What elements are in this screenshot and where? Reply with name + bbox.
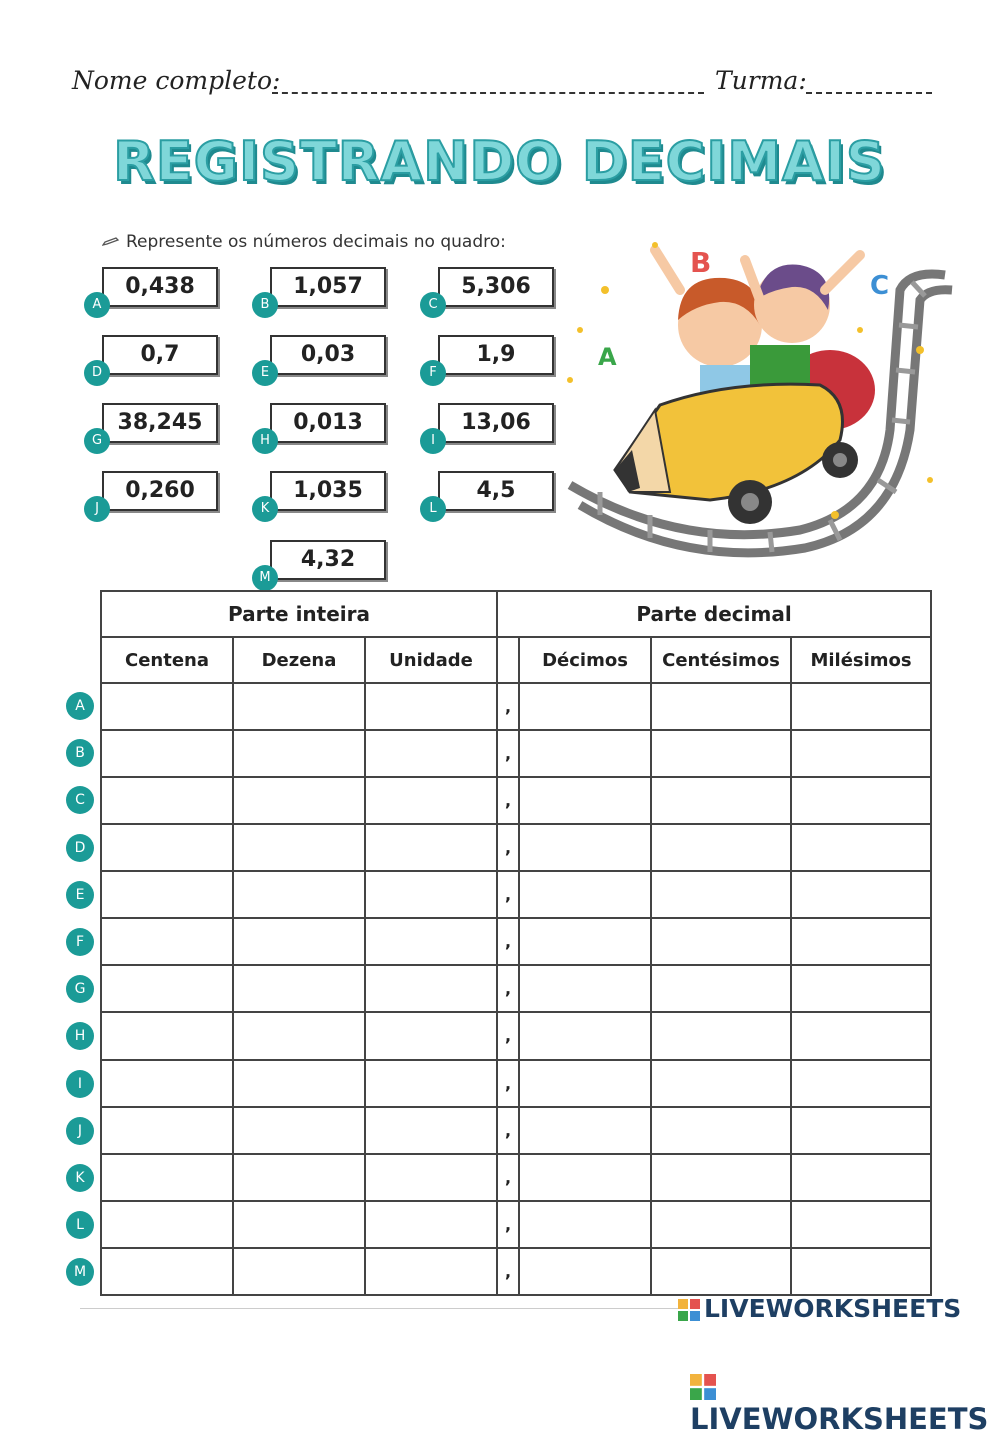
number-box: 4,32 — [270, 540, 386, 580]
number-box: 4,5 — [438, 471, 554, 511]
number-box: 1,057 — [270, 267, 386, 307]
roller-coaster-illustration — [560, 230, 960, 560]
item-letter-badge: H — [252, 428, 278, 454]
illustration-letter-a: A — [598, 343, 617, 371]
item-letter-badge: I — [420, 428, 446, 454]
answer-cell[interactable] — [519, 777, 651, 824]
answer-cell[interactable] — [791, 871, 931, 918]
answer-cell[interactable] — [101, 730, 233, 777]
item-letter-badge: A — [84, 292, 110, 318]
class-line[interactable] — [806, 92, 932, 94]
item-letter-badge: M — [252, 565, 278, 591]
decimal-separator: , — [497, 1107, 519, 1154]
header — [72, 62, 942, 102]
row-letter-badge: J — [66, 1117, 94, 1145]
row-letter-badge: A — [66, 692, 94, 720]
answer-cell[interactable] — [791, 1201, 931, 1248]
brand-text: LIVEWORKSHEETS — [704, 1294, 962, 1323]
answer-cell[interactable] — [365, 871, 497, 918]
item-letter-badge: F — [420, 360, 446, 386]
answer-cell[interactable] — [101, 1060, 233, 1107]
answer-cell[interactable] — [791, 1012, 931, 1059]
divider — [80, 1308, 680, 1309]
table-row — [101, 1201, 931, 1248]
brand-footer — [690, 1368, 999, 1436]
pencil-icon — [102, 237, 120, 247]
number-box: 1,9 — [438, 335, 554, 375]
answer-cell[interactable] — [365, 965, 497, 1012]
answer-cell[interactable] — [101, 1248, 233, 1295]
answer-cell[interactable] — [519, 871, 651, 918]
answer-cell[interactable] — [101, 1012, 233, 1059]
table-row — [101, 1248, 931, 1295]
table-row — [101, 871, 931, 918]
illustration-letter-b: B — [690, 246, 712, 279]
number-box: 38,245 — [102, 403, 218, 443]
answer-cell[interactable] — [651, 1154, 791, 1201]
answer-cell[interactable] — [519, 1248, 651, 1295]
answer-cell[interactable] — [651, 777, 791, 824]
answer-cell[interactable] — [101, 1107, 233, 1154]
table-row — [101, 965, 931, 1012]
answer-cell[interactable] — [651, 871, 791, 918]
answer-cell[interactable] — [791, 683, 931, 730]
column-header: Unidade — [365, 637, 497, 683]
illustration-letter-c: C — [870, 271, 890, 301]
separator-header — [497, 637, 519, 683]
answer-cell[interactable] — [233, 1012, 365, 1059]
table-row — [101, 918, 931, 965]
column-header: Décimos — [519, 637, 651, 683]
column-header: Dezena — [233, 637, 365, 683]
answer-cell[interactable] — [791, 730, 931, 777]
liveworksheets-logo-icon — [690, 1374, 716, 1400]
answer-cell[interactable] — [791, 1248, 931, 1295]
row-letter-badge: D — [66, 834, 94, 862]
number-box: 13,06 — [438, 403, 554, 443]
table-row — [101, 683, 931, 730]
answer-cell[interactable] — [651, 1060, 791, 1107]
answer-cell[interactable] — [233, 1107, 365, 1154]
answer-cell[interactable] — [101, 965, 233, 1012]
answer-cell[interactable] — [233, 683, 365, 730]
answer-cell[interactable] — [101, 871, 233, 918]
decimal-separator: , — [497, 918, 519, 965]
answer-cell[interactable] — [791, 918, 931, 965]
answer-cell[interactable] — [365, 1060, 497, 1107]
answer-cell[interactable] — [101, 1154, 233, 1201]
answer-cell[interactable] — [233, 918, 365, 965]
answer-cell[interactable] — [365, 683, 497, 730]
answer-cell[interactable] — [101, 1201, 233, 1248]
item-letter-badge: K — [252, 496, 278, 522]
answer-cell[interactable] — [519, 918, 651, 965]
column-header: Centena — [101, 637, 233, 683]
decimal-separator: , — [497, 1060, 519, 1107]
answer-cell[interactable] — [651, 1248, 791, 1295]
row-letter-badge: I — [66, 1070, 94, 1098]
answer-cell[interactable] — [365, 1107, 497, 1154]
row-letter-badge: F — [66, 928, 94, 956]
table-row — [101, 730, 931, 777]
number-box: 0,438 — [102, 267, 218, 307]
liveworksheets-logo-icon — [678, 1299, 700, 1321]
decimal-separator: , — [497, 683, 519, 730]
row-letter-badge: L — [66, 1211, 94, 1239]
column-header: Milésimos — [791, 637, 931, 683]
answer-cell[interactable] — [651, 918, 791, 965]
table-row — [101, 1060, 931, 1107]
answer-cell[interactable] — [233, 1060, 365, 1107]
answer-cell[interactable] — [651, 683, 791, 730]
answer-cell[interactable] — [519, 1201, 651, 1248]
row-letter-badge: E — [66, 881, 94, 909]
instruction-text: Represente os números decimais no quadro: — [126, 232, 506, 252]
answer-cell[interactable] — [233, 1248, 365, 1295]
item-letter-badge: D — [84, 360, 110, 386]
answer-cell[interactable] — [651, 1012, 791, 1059]
answer-cell[interactable] — [519, 965, 651, 1012]
table-row — [101, 1012, 931, 1059]
answer-cell[interactable] — [651, 730, 791, 777]
answer-cell[interactable] — [365, 918, 497, 965]
table-row — [101, 1154, 931, 1201]
row-letter-badge: G — [66, 975, 94, 1003]
answer-cell[interactable] — [365, 824, 497, 871]
answer-cell[interactable] — [365, 1201, 497, 1248]
answer-cell[interactable] — [519, 1012, 651, 1059]
answer-cell[interactable] — [365, 1154, 497, 1201]
number-box: 0,7 — [102, 335, 218, 375]
number-box: 0,03 — [270, 335, 386, 375]
answer-cell[interactable] — [791, 965, 931, 1012]
class-label: Turma: — [715, 66, 807, 95]
answer-cell[interactable] — [233, 1154, 365, 1201]
answer-cell[interactable] — [791, 1107, 931, 1154]
decimal-separator: , — [497, 1201, 519, 1248]
answer-cell[interactable] — [365, 730, 497, 777]
answer-cell[interactable] — [791, 1154, 931, 1201]
item-letter-badge: G — [84, 428, 110, 454]
answer-cell[interactable] — [233, 1201, 365, 1248]
number-box: 1,035 — [270, 471, 386, 511]
table-row — [101, 777, 931, 824]
answer-cell[interactable] — [519, 683, 651, 730]
brand-watermark — [678, 1294, 961, 1323]
answer-cell[interactable] — [519, 824, 651, 871]
answer-cell[interactable] — [101, 777, 233, 824]
row-letter-badge: M — [66, 1258, 94, 1286]
answer-cell[interactable] — [233, 871, 365, 918]
column-header: Centésimos — [651, 637, 791, 683]
answer-cell[interactable] — [365, 1012, 497, 1059]
answer-cell[interactable] — [651, 965, 791, 1012]
row-letter-badge: H — [66, 1022, 94, 1050]
item-letter-badge: B — [252, 292, 278, 318]
decimal-separator: , — [497, 1012, 519, 1059]
brand-footer-text: LIVEWORKSHEETS — [690, 1402, 989, 1436]
whole-part-header: Parte inteira — [101, 591, 497, 637]
answer-cell[interactable] — [101, 918, 233, 965]
row-letter-badge: C — [66, 786, 94, 814]
decimal-separator: , — [497, 730, 519, 777]
row-letter-badge: B — [66, 739, 94, 767]
answer-cell[interactable] — [791, 777, 931, 824]
answer-cell[interactable] — [519, 1107, 651, 1154]
answer-cell[interactable] — [519, 1154, 651, 1201]
answer-cell[interactable] — [651, 1107, 791, 1154]
answer-cell[interactable] — [651, 1201, 791, 1248]
answer-cell[interactable] — [233, 824, 365, 871]
number-box: 5,306 — [438, 267, 554, 307]
number-box: 0,260 — [102, 471, 218, 511]
item-letter-badge: C — [420, 292, 446, 318]
answer-cell[interactable] — [791, 824, 931, 871]
table-row — [101, 1107, 931, 1154]
answer-cell[interactable] — [233, 965, 365, 1012]
answer-cell[interactable] — [365, 1248, 497, 1295]
answer-cell[interactable] — [233, 730, 365, 777]
item-letter-badge: J — [84, 496, 110, 522]
table-row — [101, 824, 931, 871]
answer-cell[interactable] — [791, 1060, 931, 1107]
place-value-table — [100, 590, 930, 1296]
answer-cell[interactable] — [101, 683, 233, 730]
answer-cell[interactable] — [365, 777, 497, 824]
answer-cell[interactable] — [519, 1060, 651, 1107]
name-line[interactable] — [272, 92, 704, 94]
decimal-separator: , — [497, 1154, 519, 1201]
name-label: Nome completo: — [72, 66, 281, 95]
item-letter-badge: E — [252, 360, 278, 386]
decimal-separator: , — [497, 1248, 519, 1295]
decimal-separator: , — [497, 965, 519, 1012]
answer-cell[interactable] — [519, 730, 651, 777]
decimal-separator: , — [497, 871, 519, 918]
answer-cell[interactable] — [101, 824, 233, 871]
decimal-separator: , — [497, 824, 519, 871]
answer-cell[interactable] — [233, 777, 365, 824]
answer-cell[interactable] — [651, 824, 791, 871]
decimal-separator: , — [497, 777, 519, 824]
page-title: REGISTRANDO DECIMAIS — [113, 130, 886, 193]
row-letter-badge: K — [66, 1164, 94, 1192]
number-box: 0,013 — [270, 403, 386, 443]
decimal-part-header: Parte decimal — [497, 591, 931, 637]
instruction — [102, 232, 506, 252]
item-letter-badge: L — [420, 496, 446, 522]
